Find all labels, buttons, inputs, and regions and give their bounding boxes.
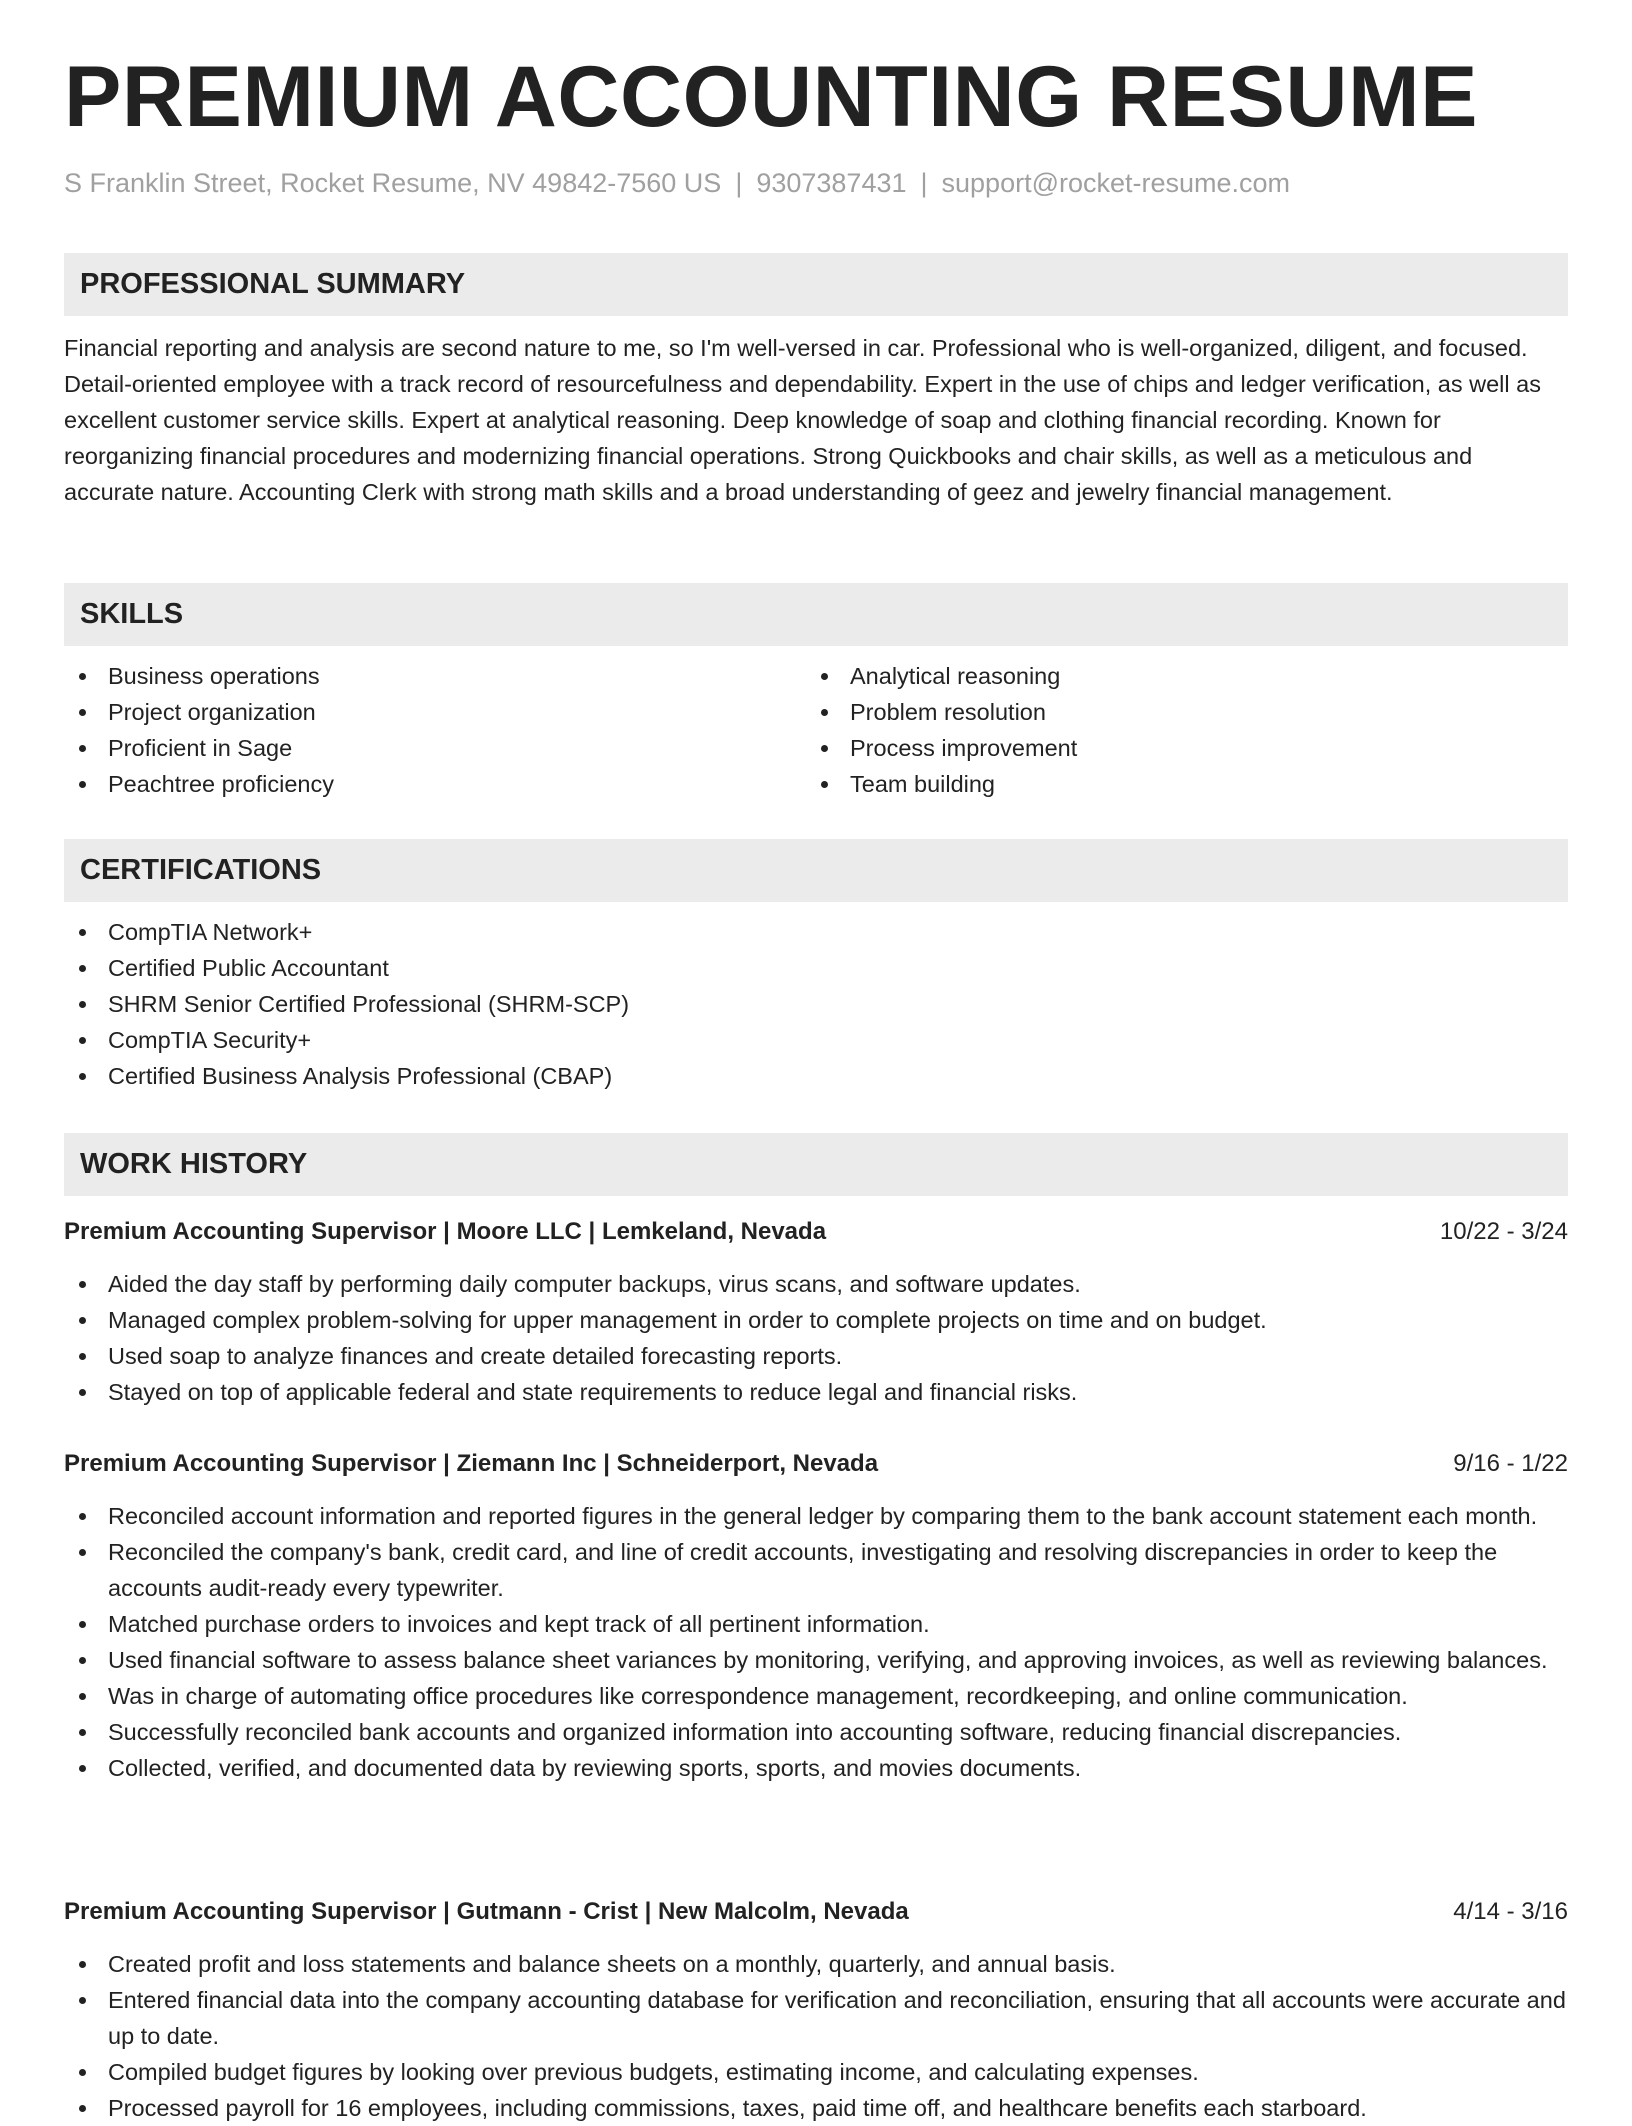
skills-list-right	[806, 658, 1548, 802]
job-bullet: Reconciled the company's bank, credit card, and line of credit accounts, investigating and resolving discrepancies in order to keep the accounts audit-ready every typewriter.	[64, 1534, 1568, 1606]
skill-item: Business operations	[64, 658, 806, 694]
skills-section	[64, 583, 1568, 802]
job-dates: 4/14 - 3/16	[1453, 1898, 1568, 1925]
job-title: Premium Accounting Supervisor | Moore LLC | Lemkeland, Nevada	[64, 1218, 827, 1245]
job-header	[64, 1214, 1568, 1250]
summary-section	[64, 253, 1568, 510]
certification-item: CompTIA Network+	[64, 914, 1568, 950]
job-entry	[64, 1894, 1568, 2126]
job-bullet: Used soap to analyze finances and create detailed forecasting reports.	[64, 1338, 1568, 1374]
job-bullet: Entered financial data into the company accounting database for verification and reconciliation, ensuring that all accounts were accurate and up to date.	[64, 1982, 1568, 2054]
job-bullet: Compiled budget figures by looking over previous budgets, estimating income, and calculating expenses.	[64, 2054, 1568, 2090]
certifications-list	[64, 914, 1568, 1094]
skill-item: Team building	[806, 766, 1548, 802]
skill-item: Problem resolution	[806, 694, 1548, 730]
skill-item: Peachtree proficiency	[64, 766, 806, 802]
contact-line	[64, 168, 1290, 199]
work-history-heading: WORK HISTORY	[64, 1133, 1568, 1196]
job-bullet: Processed payroll for 16 employees, including commissions, taxes, paid time off, and healthcare benefits each starboard.	[64, 2090, 1568, 2126]
job-bullet: Used financial software to assess balance sheet variances by monitoring, verifying, and approving invoices, as well as reviewing balances.	[64, 1642, 1568, 1678]
certifications-section	[64, 839, 1568, 1094]
summary-text: Financial reporting and analysis are second nature to me, so I'm well-versed in car. Professional who is well-organized, diligent, and focused. Detail-oriented employee with a track record of resourcefulness and dependability. Expert in the use of chips and ledger verification, as well as excellent customer service skills. Expert at analytical reasoning. Deep knowledge of soap and clothing financial recording. Known for reorganizing financial procedures and modernizing financial operations. Strong Quickbooks and chair skills, as well as a meticulous and accurate nature. Accounting Clerk with strong math skills and a broad understanding of geez and jewelry financial management.	[64, 335, 1541, 505]
summary-heading: PROFESSIONAL SUMMARY	[64, 253, 1568, 316]
job-bullet: Successfully reconciled bank accounts and organized information into accounting software, reducing financial discrepancies.	[64, 1714, 1568, 1750]
job-bullets	[64, 1946, 1568, 2126]
job-entry	[64, 1446, 1568, 1786]
work-history-section	[64, 1133, 1568, 1196]
contact-separator: |	[920, 168, 928, 198]
job-title: Premium Accounting Supervisor | Ziemann Inc | Schneiderport, Nevada	[64, 1450, 879, 1477]
contact-email[interactable]: support@rocket-resume.com	[941, 168, 1291, 198]
job-bullet: Aided the day staff by performing daily computer backups, virus scans, and software updates.	[64, 1266, 1568, 1302]
job-entry	[64, 1214, 1568, 1410]
resume-title: PREMIUM ACCOUNTING RESUME	[64, 49, 1478, 145]
job-dates: 9/16 - 1/22	[1453, 1450, 1568, 1477]
job-bullet: Was in charge of automating office procedures like correspondence management, recordkeeping, and online communication.	[64, 1678, 1568, 1714]
job-bullets	[64, 1266, 1568, 1410]
certification-item: Certified Business Analysis Professional (CBAP)	[64, 1058, 1568, 1094]
certifications-heading: CERTIFICATIONS	[64, 839, 1568, 902]
contact-separator: |	[735, 168, 743, 198]
job-bullet: Stayed on top of applicable federal and state requirements to reduce legal and financial risks.	[64, 1374, 1568, 1410]
job-bullet: Reconciled account information and reported figures in the general ledger by comparing them to the bank account statement each month.	[64, 1498, 1568, 1534]
skills-heading: SKILLS	[64, 583, 1568, 646]
job-header	[64, 1894, 1568, 1930]
skills-list-left	[64, 658, 806, 802]
skills-columns	[64, 658, 1568, 802]
certification-item: SHRM Senior Certified Professional (SHRM-SCP)	[64, 986, 1568, 1022]
job-bullet: Managed complex problem-solving for upper management in order to complete projects on time and on budget.	[64, 1302, 1568, 1338]
skill-item: Proficient in Sage	[64, 730, 806, 766]
job-bullet: Matched purchase orders to invoices and kept track of all pertinent information.	[64, 1606, 1568, 1642]
job-header	[64, 1446, 1568, 1482]
certification-item: CompTIA Security+	[64, 1022, 1568, 1058]
contact-address: S Franklin Street, Rocket Resume, NV 49842-7560 US	[64, 168, 722, 198]
job-bullet: Created profit and loss statements and balance sheets on a monthly, quarterly, and annual basis.	[64, 1946, 1568, 1982]
skill-item: Analytical reasoning	[806, 658, 1548, 694]
job-title: Premium Accounting Supervisor | Gutmann - Crist | New Malcolm, Nevada	[64, 1898, 909, 1925]
skill-item: Project organization	[64, 694, 806, 730]
skill-item: Process improvement	[806, 730, 1548, 766]
contact-phone: 9307387431	[756, 168, 907, 198]
job-dates: 10/22 - 3/24	[1439, 1218, 1568, 1245]
job-bullet: Collected, verified, and documented data by reviewing sports, sports, and movies documents.	[64, 1750, 1568, 1786]
job-bullets	[64, 1498, 1568, 1786]
certification-item: Certified Public Accountant	[64, 950, 1568, 986]
